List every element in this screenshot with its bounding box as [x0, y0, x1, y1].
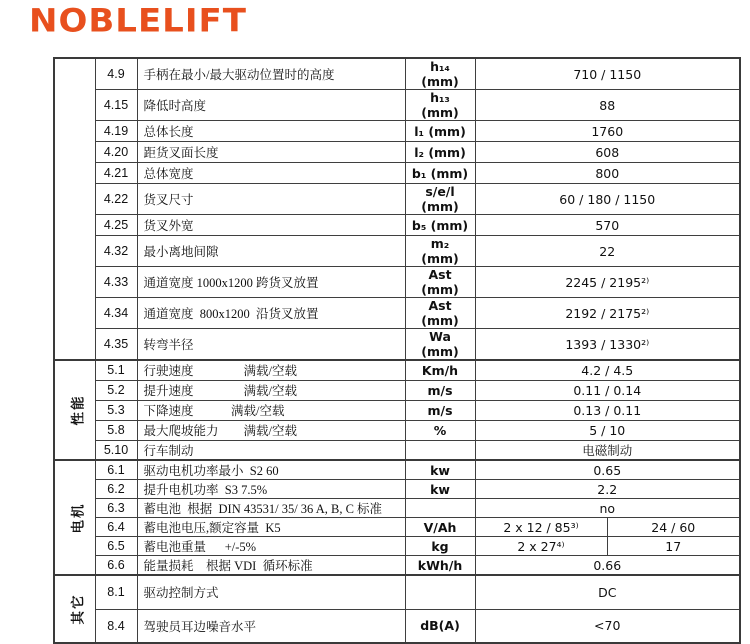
value-cell: 2.2 — [475, 480, 740, 499]
index-cell: 8.4 — [95, 609, 137, 643]
unit-cell: kg — [405, 537, 475, 556]
desc-cell: 蓄电池重量 +/-5% — [137, 537, 405, 556]
table-row — [54, 460, 740, 480]
table-row — [54, 360, 740, 380]
desc-cell: 下降速度 满载/空载 — [137, 400, 405, 420]
value-cell: 5 / 10 — [475, 420, 740, 440]
index-cell: 6.3 — [95, 499, 137, 518]
value-cell: no — [475, 499, 740, 518]
unit-cell: b₅ (mm) — [405, 215, 475, 236]
value-cell: 1760 — [475, 121, 740, 142]
table-row — [54, 163, 740, 184]
unit-cell: h₁₃ (mm) — [405, 90, 475, 121]
table-row — [54, 518, 740, 537]
section-other — [54, 575, 740, 643]
index-cell: 4.34 — [95, 298, 137, 329]
value-cell: 2245 / 2195²⁾ — [475, 267, 740, 298]
section-motor — [54, 460, 740, 575]
table-row — [54, 298, 740, 329]
value-cell: 710 / 1150 — [475, 58, 740, 90]
index-cell: 4.35 — [95, 329, 137, 361]
value-cell: 1393 / 1330²⁾ — [475, 329, 740, 361]
desc-cell: 提升电机功率 S3 7.5% — [137, 480, 405, 499]
value-cell-left: 2 x 12 / 85³⁾ — [475, 518, 607, 537]
unit-cell: V/Ah — [405, 518, 475, 537]
table-row — [54, 329, 740, 361]
value-cell: 4.2 / 4.5 — [475, 360, 740, 380]
index-cell: 4.19 — [95, 121, 137, 142]
table-row — [54, 215, 740, 236]
unit-cell: l₁ (mm) — [405, 121, 475, 142]
table-row — [54, 236, 740, 267]
unit-cell: % — [405, 420, 475, 440]
unit-cell: Km/h — [405, 360, 475, 380]
index-cell: 4.33 — [95, 267, 137, 298]
value-cell-right: 17 — [607, 537, 740, 556]
desc-cell: 降低时高度 — [137, 90, 405, 121]
noblelift-logo: NOBLELIFT — [29, 2, 247, 40]
value-cell: 800 — [475, 163, 740, 184]
section-label: 性能 — [70, 394, 86, 426]
table-row — [54, 575, 740, 609]
unit-cell: m/s — [405, 380, 475, 400]
value-cell: DC — [475, 575, 740, 609]
value-cell: 0.65 — [475, 460, 740, 480]
unit-cell: kw — [405, 460, 475, 480]
index-cell: 5.10 — [95, 440, 137, 460]
unit-cell: Wa (mm) — [405, 329, 475, 361]
unit-cell: kw — [405, 480, 475, 499]
index-cell: 4.22 — [95, 184, 137, 215]
section-label-cell — [54, 360, 95, 460]
index-cell: 6.5 — [95, 537, 137, 556]
value-cell: 电磁制动 — [475, 440, 740, 460]
value-cell-left: 2 x 27⁴⁾ — [475, 537, 607, 556]
spec-table — [53, 57, 741, 644]
table-row — [54, 440, 740, 460]
unit-cell — [405, 499, 475, 518]
index-cell: 5.8 — [95, 420, 137, 440]
table-row — [54, 58, 740, 90]
value-cell: 22 — [475, 236, 740, 267]
index-cell: 4.25 — [95, 215, 137, 236]
table-row — [54, 480, 740, 499]
section-label-cell — [54, 575, 95, 643]
desc-cell: 距货叉面长度 — [137, 142, 405, 163]
section-label: 其它 — [70, 593, 86, 625]
unit-cell: s/e/l (mm) — [405, 184, 475, 215]
table-row — [54, 142, 740, 163]
desc-cell: 最大爬坡能力 满载/空载 — [137, 420, 405, 440]
value-cell: 60 / 180 / 1150 — [475, 184, 740, 215]
unit-cell: h₁₄ (mm) — [405, 58, 475, 90]
index-cell: 5.3 — [95, 400, 137, 420]
index-cell: 4.20 — [95, 142, 137, 163]
index-cell: 4.32 — [95, 236, 137, 267]
table-row — [54, 537, 740, 556]
unit-cell: m₂ (mm) — [405, 236, 475, 267]
index-cell: 4.15 — [95, 90, 137, 121]
value-cell: 0.13 / 0.11 — [475, 400, 740, 420]
unit-cell: m/s — [405, 400, 475, 420]
desc-cell: 转弯半径 — [137, 329, 405, 361]
value-cell: 0.66 — [475, 556, 740, 576]
unit-cell: kWh/h — [405, 556, 475, 576]
section-label-cell — [54, 58, 95, 360]
table-row — [54, 121, 740, 142]
value-cell-right: 24 / 60 — [607, 518, 740, 537]
section-label-cell — [54, 460, 95, 575]
index-cell: 6.6 — [95, 556, 137, 576]
unit-cell: l₂ (mm) — [405, 142, 475, 163]
index-cell: 4.21 — [95, 163, 137, 184]
index-cell: 6.2 — [95, 480, 137, 499]
unit-cell: Ast (mm) — [405, 298, 475, 329]
index-cell: 5.2 — [95, 380, 137, 400]
desc-cell: 货叉尺寸 — [137, 184, 405, 215]
value-cell: <70 — [475, 609, 740, 643]
value-cell: 570 — [475, 215, 740, 236]
desc-cell: 驱动控制方式 — [137, 575, 405, 609]
table-row — [54, 267, 740, 298]
desc-cell: 总体长度 — [137, 121, 405, 142]
desc-cell: 提升速度 满载/空载 — [137, 380, 405, 400]
desc-cell: 行车制动 — [137, 440, 405, 460]
desc-cell: 通道宽度 1000x1200 跨货叉放置 — [137, 267, 405, 298]
value-cell: 608 — [475, 142, 740, 163]
table-row — [54, 184, 740, 215]
unit-cell: dB(A) — [405, 609, 475, 643]
index-cell: 6.4 — [95, 518, 137, 537]
desc-cell: 驾驶员耳边噪音水平 — [137, 609, 405, 643]
value-cell: 88 — [475, 90, 740, 121]
table-row — [54, 609, 740, 643]
table-row — [54, 380, 740, 400]
section-label: 电机 — [70, 502, 86, 533]
index-cell: 4.9 — [95, 58, 137, 90]
desc-cell: 总体宽度 — [137, 163, 405, 184]
index-cell: 8.1 — [95, 575, 137, 609]
desc-cell: 蓄电池电压,额定容量 K5 — [137, 518, 405, 537]
unit-cell — [405, 440, 475, 460]
desc-cell: 通道宽度 800x1200 沿货叉放置 — [137, 298, 405, 329]
desc-cell: 蓄电池 根据 DIN 43531/ 35/ 36 A, B, C 标准 — [137, 499, 405, 518]
unit-cell: Ast (mm) — [405, 267, 475, 298]
desc-cell: 行驶速度 满载/空载 — [137, 360, 405, 380]
table-row — [54, 556, 740, 576]
table-row — [54, 499, 740, 518]
value-cell: 2192 / 2175²⁾ — [475, 298, 740, 329]
desc-cell: 驱动电机功率最小 S2 60 — [137, 460, 405, 480]
index-cell: 6.1 — [95, 460, 137, 480]
desc-cell: 货叉外宽 — [137, 215, 405, 236]
section-performance — [54, 360, 740, 460]
section-dimensions — [54, 58, 740, 360]
desc-cell: 最小离地间隙 — [137, 236, 405, 267]
desc-cell: 手柄在最小/最大驱动位置时的高度 — [137, 58, 405, 90]
unit-cell: b₁ (mm) — [405, 163, 475, 184]
unit-cell — [405, 575, 475, 609]
value-cell: 0.11 / 0.14 — [475, 380, 740, 400]
table-row — [54, 90, 740, 121]
table-row — [54, 400, 740, 420]
table-row — [54, 420, 740, 440]
index-cell: 5.1 — [95, 360, 137, 380]
desc-cell: 能量损耗 根据 VDI 循环标准 — [137, 556, 405, 576]
